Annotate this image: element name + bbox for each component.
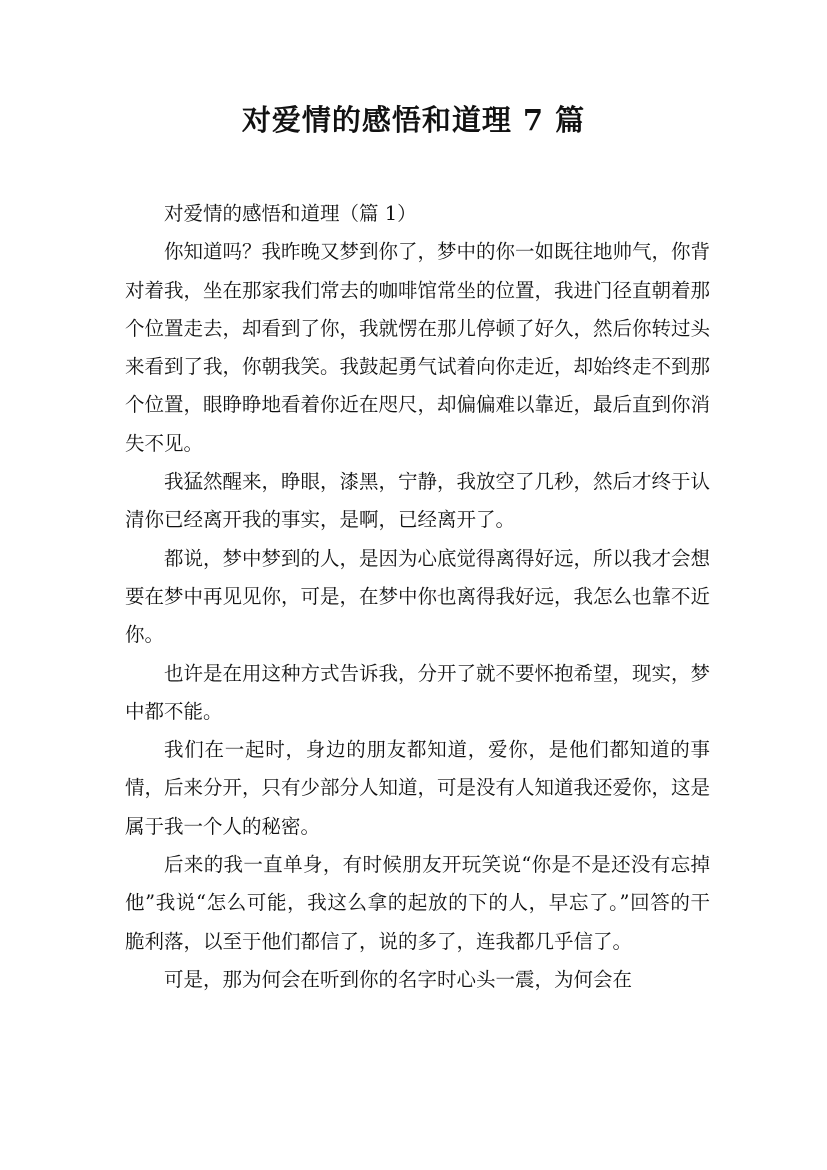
paragraph: 你知道吗？我昨晚又梦到你了，梦中的你一如既往地帅气，你背对着我，坐在那家我们常去的咖啡馆常坐的位置，我进门径直朝着那个位置走去，却看到了你，我就愣在那儿停顿了好久，然后你转过头来看到了我，你朝我笑。我鼓起勇气试着向你走近，却始终走不到那个位置，眼睁睁地看着你近在咫尺，却偏偏难以靠近，最后直到你消失不见。 <box>125 240 711 455</box>
document-title: 对爱情的感悟和道理 7 篇 <box>241 103 586 137</box>
paragraph: 也许是在用这种方式告诉我，分开了就不要怀抱希望，现实，梦中都不能。 <box>125 661 711 723</box>
document-body <box>125 195 710 999</box>
paragraph: 可是，那为何会在听到你的名字时心头一震，为何会在 <box>164 967 633 991</box>
paragraph: 都说，梦中梦到的人，是因为心底觉得离得好远，所以我才会想要在梦中再见见你，可是，在梦中你也离得我好远，我怎么也靠不近你。 <box>125 546 711 647</box>
paragraph: 我猛然醒来，睁眼，漆黑，宁静，我放空了几秒，然后才终于认清你已经离开我的事实，是啊，已经离开了。 <box>125 470 711 532</box>
paragraph: 我们在一起时，身边的朋友都知道，爱你，是他们都知道的事情，后来分开，只有少部分人知道，可是没有人知道我还爱你，这是属于我一个人的秘密。 <box>125 738 711 838</box>
section-heading: 对爱情的感悟和道理（篇 1） <box>164 202 417 225</box>
paragraph: 后来的我一直单身，有时候朋友开玩笑说“你是不是还没有忘掉他”我说“怎么可能，我这么拿的起放的下的人，早忘了。”回答的干脆利落，以至于他们都信了，说的多了，连我都几乎信了。 <box>125 853 710 953</box>
